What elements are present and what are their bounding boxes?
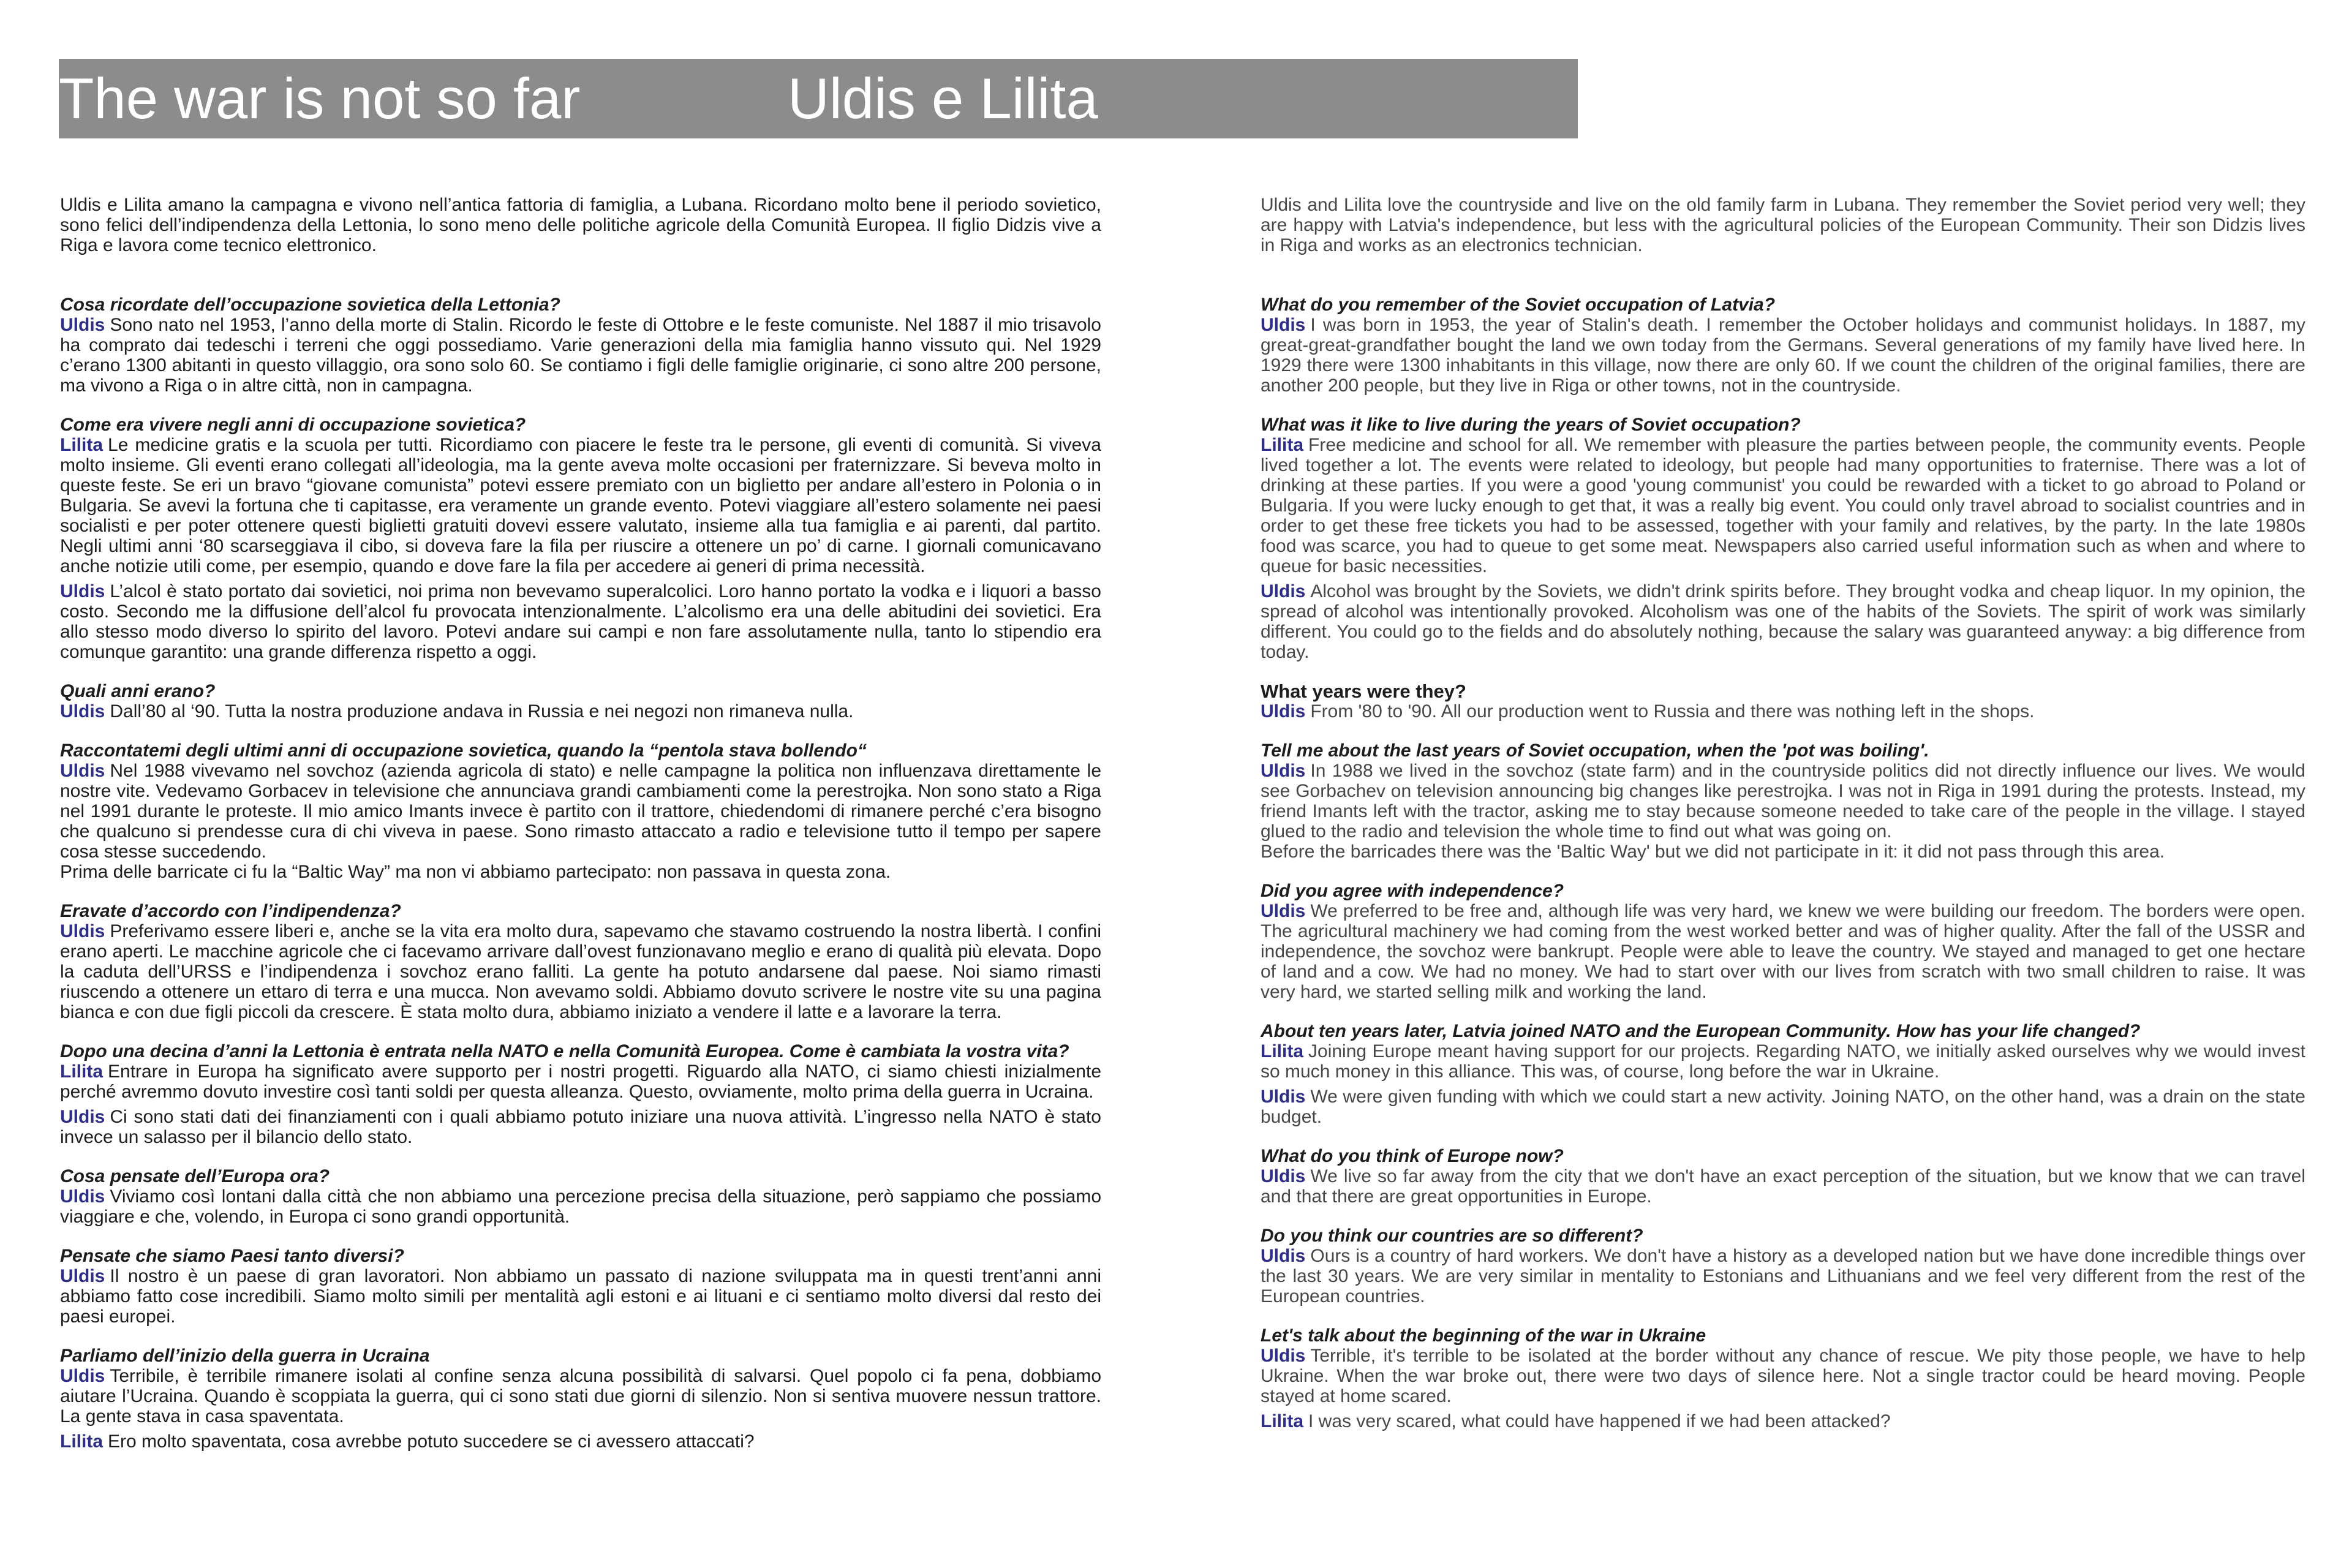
speaker-name: Lilita — [1261, 1041, 1304, 1061]
answer — [1261, 1041, 2305, 1082]
answer-text: Terrible, it's terrible to be isolated at the border without any chance of rescue. We pity those people, we have to help Ukraine. When the war broke out, there were two days of silence here. Not a single tractor could be heard moving. People stayed at home scared. — [1261, 1346, 2305, 1406]
question: Let's talk about the beginning of the war in Ukraine — [1261, 1325, 1706, 1346]
question: Cosa pensate dell’Europa ora? — [60, 1166, 330, 1186]
answer — [1261, 761, 2305, 862]
qa-block — [1261, 1021, 2305, 1127]
answer — [60, 435, 1101, 576]
answer — [60, 921, 1101, 1022]
answer-text: Nel 1988 vivevamo nel sovchoz (azienda agricola di stato) e nelle campagne la politica non influenzava direttamente le nostre vite. Vedevamo Gorbacev in televisione che annunciava grandi cambiamenti come la perestrojka. Non sono stato a Riga nel 1991 durante le proteste. Il mio amico Imants invece è partito con il trattore, chiedendomi di rimanere perché c’era bisogno che qualcuno si prendesse cura di chi viveva in paese. Sono rimasto attaccato a radio e televisione tutto il tempo per sapere cosa stesse succedendo. — [60, 761, 1101, 862]
question: Tell me about the last years of Soviet occupation, when the 'pot was boiling'. — [1261, 741, 1929, 761]
question: What was it like to live during the years of Soviet occupation? — [1261, 415, 1801, 435]
page-subtitle: Uldis e Lilita — [788, 66, 1098, 130]
speaker-name: Uldis — [60, 315, 105, 335]
answer-text: We were given funding with which we could start a new activity. Joining NATO, on the other hand, was a drain on the state budget. — [1261, 1087, 2305, 1127]
answer — [60, 1186, 1101, 1227]
answer — [60, 1107, 1101, 1147]
answer-text: Ours is a country of hard workers. We don't have a history as a developed nation but we have done incredible things over the last 30 years. We are very similar in mentality to Estonians and Lithuanians and we feel very different from the rest of the European countries. — [1261, 1246, 2305, 1306]
speaker-name: Uldis — [1261, 1346, 1306, 1366]
answer-text: Il nostro è un paese di gran lavoratori. Non abbiamo un passato di nazione sviluppata ma in questi trent’anni anni abbiamo fatto cose incredibili. Siamo molto simili per mentalità agli estoni e ai lituani e ci sentiamo molto diversi dal resto dei paesi europei. — [60, 1266, 1101, 1327]
speaker-name: Lilita — [1261, 1411, 1304, 1431]
answer-text: Alcohol was brought by the Soviets, we didn't drink spirits before. They brought vodka and cheap liquor. In my opinion, the spread of alcohol was intentionally provoked. Alcoholism was one of the habits of the Soviets. The spirit of work was similarly different. You could go to the fields and do absolutely nothing, because the salary was guaranteed anyway: a big difference from today. — [1261, 581, 2305, 662]
answer-text: Dall’80 al ‘90. Tutta la nostra produzione andava in Russia e nei negozi non rimaneva nulla. — [110, 701, 854, 722]
question: Parliamo dell’inizio della guerra in Ucraina — [60, 1346, 430, 1366]
answer — [1261, 701, 2305, 722]
qa-block — [1261, 415, 2305, 662]
question: Do you think our countries are so different? — [1261, 1226, 1643, 1246]
question: Did you agree with independence? — [1261, 881, 1564, 901]
speaker-name: Lilita — [1261, 435, 1304, 455]
qa-block — [1261, 741, 2305, 862]
question: Cosa ricordate dell’occupazione sovietica della Lettonia? — [60, 295, 560, 315]
qa-block — [60, 1346, 1101, 1452]
qa-block — [60, 1166, 1101, 1227]
answer-text: I was born in 1953, the year of Stalin's death. I remember the October holidays and communist holidays. In 1887, my great-great-grandfather bought the land we own today from the Germans. Several generations of my family have lived here. In 1929 there were 1300 inhabitants in this village, now there are only 60. If we count the children of the original families, there are another 200 people, but they live in Riga or other towns, not in the countryside. — [1261, 315, 2305, 396]
speaker-name: Uldis — [60, 581, 105, 601]
english-column — [1261, 195, 2305, 1450]
answer — [1261, 1346, 2305, 1406]
qa-list — [60, 295, 1101, 1452]
page-title: The war is not so far — [59, 66, 581, 130]
answer — [60, 1431, 1101, 1452]
question: What years were they? — [1261, 680, 1466, 702]
speaker-name: Lilita — [60, 1431, 104, 1452]
question: What do you remember of the Soviet occupation of Latvia? — [1261, 295, 1776, 315]
answer — [1261, 1087, 2305, 1127]
answer — [1261, 581, 2305, 662]
italian-column — [60, 195, 1101, 1471]
qa-block — [60, 741, 1101, 882]
answer — [1261, 435, 2305, 576]
qa-block — [60, 1246, 1101, 1327]
qa-block — [60, 415, 1101, 662]
speaker-name: Uldis — [1261, 315, 1306, 335]
answer — [1261, 315, 2305, 396]
speaker-name: Lilita — [60, 1061, 104, 1082]
speaker-name: Uldis — [1261, 581, 1306, 601]
answer-text: Prima delle barricate ci fu la “Baltic Way” ma non vi abbiamo partecipato: non passava in questa zona. — [60, 862, 891, 882]
answer — [60, 581, 1101, 662]
qa-list — [1261, 295, 2305, 1431]
answer-text: L’alcol è stato portato dai sovietici, noi prima non bevevamo superalcolici. Loro hanno portato la vodka e i liquori a basso costo. Secondo me la diffusione dell’alcol fu provocata intenzionalmente. L’alcolismo era una delle abitudini dei sovietici. Era allo stesso modo diverso lo spirito del lavoro. Potevi andare sui campi e non fare assolutamente nulla, tanto lo stipendio era comunque garantito: una grande differenza rispetto a oggi. — [60, 581, 1101, 662]
answer — [60, 315, 1101, 396]
question: Pensate che siamo Paesi tanto diversi? — [60, 1246, 404, 1266]
header-bar — [59, 59, 1578, 138]
speaker-name: Uldis — [1261, 761, 1306, 781]
qa-block — [60, 295, 1101, 396]
qa-block — [60, 681, 1101, 722]
answer — [60, 701, 1101, 722]
speaker-name: Uldis — [1261, 901, 1306, 921]
question: Raccontatemi degli ultimi anni di occupazione sovietica, quando la “pentola stava bollendo“ — [60, 741, 867, 761]
answer — [1261, 901, 2305, 1002]
answer — [1261, 1166, 2305, 1207]
speaker-name: Uldis — [60, 1186, 105, 1207]
answer-text: We preferred to be free and, although life was very hard, we knew we were building our freedom. The borders were open. The agricultural machinery we had coming from the west worked better and was of higher quality. After the fall of the USSR and independence, the sovchoz were bankrupt. People were able to leave the country. We stayed and managed to get one hectare of land and a cow. We had no money. We had to start over with our lives from scratch with two small children to raise. It was very hard, we started selling milk and working the land. — [1261, 901, 2305, 1002]
intro-paragraph: Uldis and Lilita love the countryside and live on the old family farm in Lubana. They remember the Soviet period very well; they are happy with Latvia's independence, but less with the agricultural policies of the European Community. Their son Didzis lives in Riga and works as an electronics technician. — [1261, 195, 2305, 255]
speaker-name: Uldis — [1261, 1166, 1306, 1186]
qa-block — [1261, 295, 2305, 396]
speaker-name: Uldis — [60, 921, 105, 941]
qa-block — [1261, 681, 2305, 722]
speaker-name: Uldis — [60, 1266, 105, 1286]
answer — [1261, 1246, 2305, 1306]
speaker-name: Lilita — [60, 435, 104, 455]
question: About ten years later, Latvia joined NATO and the European Community. How has your life changed? — [1261, 1021, 2141, 1041]
answer-text: We live so far away from the city that we don't have an exact perception of the situation, but we know that we can travel and that there are great opportunities in Europe. — [1261, 1166, 2305, 1207]
question: What do you think of Europe now? — [1261, 1146, 1564, 1166]
answer-text: Entrare in Europa ha significato avere supporto per i nostri progetti. Riguardo alla NATO, ci siamo chiesti inizialmente perché avremmo dovuto investire così tanti soldi per questa alleanza. Questo, ovviamente, molto prima della guerra in Ucraina. — [60, 1061, 1101, 1102]
answer-text: Viviamo così lontani dalla città che non abbiamo una percezione precisa della situazione, però sappiamo che possiamo viaggiare e che, volendo, in Europa ci sono grandi opportunità. — [60, 1186, 1101, 1227]
answer-text: Sono nato nel 1953, l’anno della morte di Stalin. Ricordo le feste di Ottobre e le feste comuniste. Nel 1887 il mio trisavolo ha comprato dai tedeschi i terreni che oggi possediamo. Varie generazioni della mia famiglia hanno vissuto qui. Nel 1929 c’erano 1300 abitanti in questo villaggio, ora sono solo 60. Se contiamo i figli delle famiglie originarie, ci sono altre 200 persone, ma vivono a Riga o in altre città, non in campagna. — [60, 315, 1101, 396]
answer-text: Before the barricades there was the 'Baltic Way' but we did not participate in it: it did not pass through this area. — [1261, 842, 2165, 862]
qa-block — [1261, 1226, 2305, 1306]
speaker-name: Uldis — [60, 1366, 105, 1386]
qa-block — [1261, 1146, 2305, 1207]
speaker-name: Uldis — [1261, 701, 1306, 722]
speaker-name: Uldis — [60, 761, 105, 781]
answer — [60, 1266, 1101, 1327]
answer — [60, 1061, 1101, 1102]
answer-text: Ci sono stati dati dei finanziamenti con i quali abbiamo potuto iniziare una nuova attività. L’ingresso nella NATO è stato invece un salasso per il bilancio dello stato. — [60, 1107, 1101, 1147]
speaker-name: Uldis — [60, 1107, 105, 1127]
qa-block — [1261, 1325, 2305, 1431]
speaker-name: Uldis — [1261, 1246, 1306, 1266]
intro-paragraph: Uldis e Lilita amano la campagna e vivono nell’antica fattoria di famiglia, a Lubana. Ricordano molto bene il periodo sovietico, sono felici dell’indipendenza della Lettonia, lo sono meno delle politiche agricole della Comunità Europea. Il figlio Didzis vive a Riga e lavora come tecnico elettronico. — [60, 195, 1101, 255]
answer — [1261, 1411, 2305, 1431]
answer-text: Le medicine gratis e la scuola per tutti. Ricordiamo con piacere le feste tra le persone, gli eventi di comunità. Si viveva molto insieme. Gli eventi erano collegati all’ideologia, ma la gente aveva molte occasioni per fraternizzare. Si beveva molto in queste feste. Se eri un bravo “giovane comunista” potevi essere premiato con un biglietto per andare all’estero in Polonia o in Bulgaria. Se avevi la fortuna che ti capitasse, era veramente un grande evento. Potevi viaggiare all’estero solamente nei paesi socialisti e per poter ottenere questi biglietti gratuiti dovevi essere valutato, insieme alla tua famiglia e ai parenti, dal partito. Negli ultimi anni ‘80 scarseggiava il cibo, si doveva fare la fila per riuscire a ottenere un po’ di carne. I giornali comunicavano anche notizie utili come, per esempio, quando e dove fare la fila per accedere ai generi di prima necessità. — [60, 435, 1101, 576]
speaker-name: Uldis — [1261, 1087, 1306, 1107]
qa-block — [1261, 881, 2305, 1002]
answer-text: Joining Europe meant having support for our projects. Regarding NATO, we initially asked ourselves why we would invest so much money in this alliance. This was, of course, long before the war in Ukraine. — [1261, 1041, 2305, 1082]
qa-block — [60, 1041, 1101, 1147]
answer-text: I was very scared, what could have happened if we had been attacked? — [1308, 1411, 1891, 1431]
question: Quali anni erano? — [60, 681, 216, 701]
question: Eravate d’accordo con l’indipendenza? — [60, 901, 401, 921]
answer-text: Preferivamo essere liberi e, anche se la vita era molto dura, sapevamo che stavamo costruendo la nostra libertà. I confini erano aperti. Le macchine agricole che ci facevamo arrivare dall’ovest funzionavano meglio e erano di qualità più elevata. Dopo la caduta dell’URSS e l’indipendenza i sovchoz erano falliti. La gente ha potuto andarsene dal paese. Noi siamo rimasti riuscendo a ottenere un ettaro di terra e una mucca. Non avevamo soldi. Abbiamo dovuto scrivere le nostre vite su una pagina bianca e con due figli piccoli da crescere. È stata molto dura, abbiamo iniziato a vendere il latte e a lavorare la terra. — [60, 921, 1101, 1022]
speaker-name: Uldis — [60, 701, 105, 722]
answer-text: Ero molto spaventata, cosa avrebbe potuto succedere se ci avessero attaccati? — [108, 1431, 755, 1452]
question: Dopo una decina d’anni la Lettonia è entrata nella NATO e nella Comunità Europea. Come è cambiata la vostra vita? — [60, 1041, 1069, 1061]
answer-text: Free medicine and school for all. We remember with pleasure the parties between people, the community events. People lived together a lot. The events were related to ideology, but people had many opportunities to fraternise. There was a lot of drinking at these parties. If you were a good 'young communist' you could be rewarded with a ticket to go abroad to Poland or Bulgaria. If you were lucky enough to get that, it was a really big event. You could only travel abroad to socialist countries and in order to get these free tickets you had to be assessed, together with your family and relatives, by the party. In the late 1980s food was scarce, you had to queue to get some meat. Newspapers also carried useful information such as when and where to queue for basic necessities. — [1261, 435, 2305, 576]
answer-text: From '80 to '90. All our production went to Russia and there was nothing left in the shops. — [1310, 701, 2035, 722]
answer-text: In 1988 we lived in the sovchoz (state farm) and in the countryside politics did not directly influence our lives. We would see Gorbachev on television announcing big changes like perestrojka. I was not in Riga in 1991 during the protests. Instead, my friend Imants left with the tractor, asking me to stay because someone needed to take care of the people in the village. I stayed glued to the radio and television the whole time to find out what was going on. — [1261, 761, 2305, 842]
qa-block — [60, 901, 1101, 1022]
answer-text: Terribile, è terribile rimanere isolati al confine senza alcuna possibilità di salvarsi. Quel popolo ci fa pena, dobbiamo aiutare l’Ucraina. Quando è scoppiata la guerra, qui ci sono stati due giorni di silenzio. Non si sentiva muovere nessun trattore. La gente stava in casa spaventata. — [60, 1366, 1101, 1427]
answer — [60, 1366, 1101, 1427]
question: Come era vivere negli anni di occupazione sovietica? — [60, 415, 526, 435]
answer — [60, 761, 1101, 882]
